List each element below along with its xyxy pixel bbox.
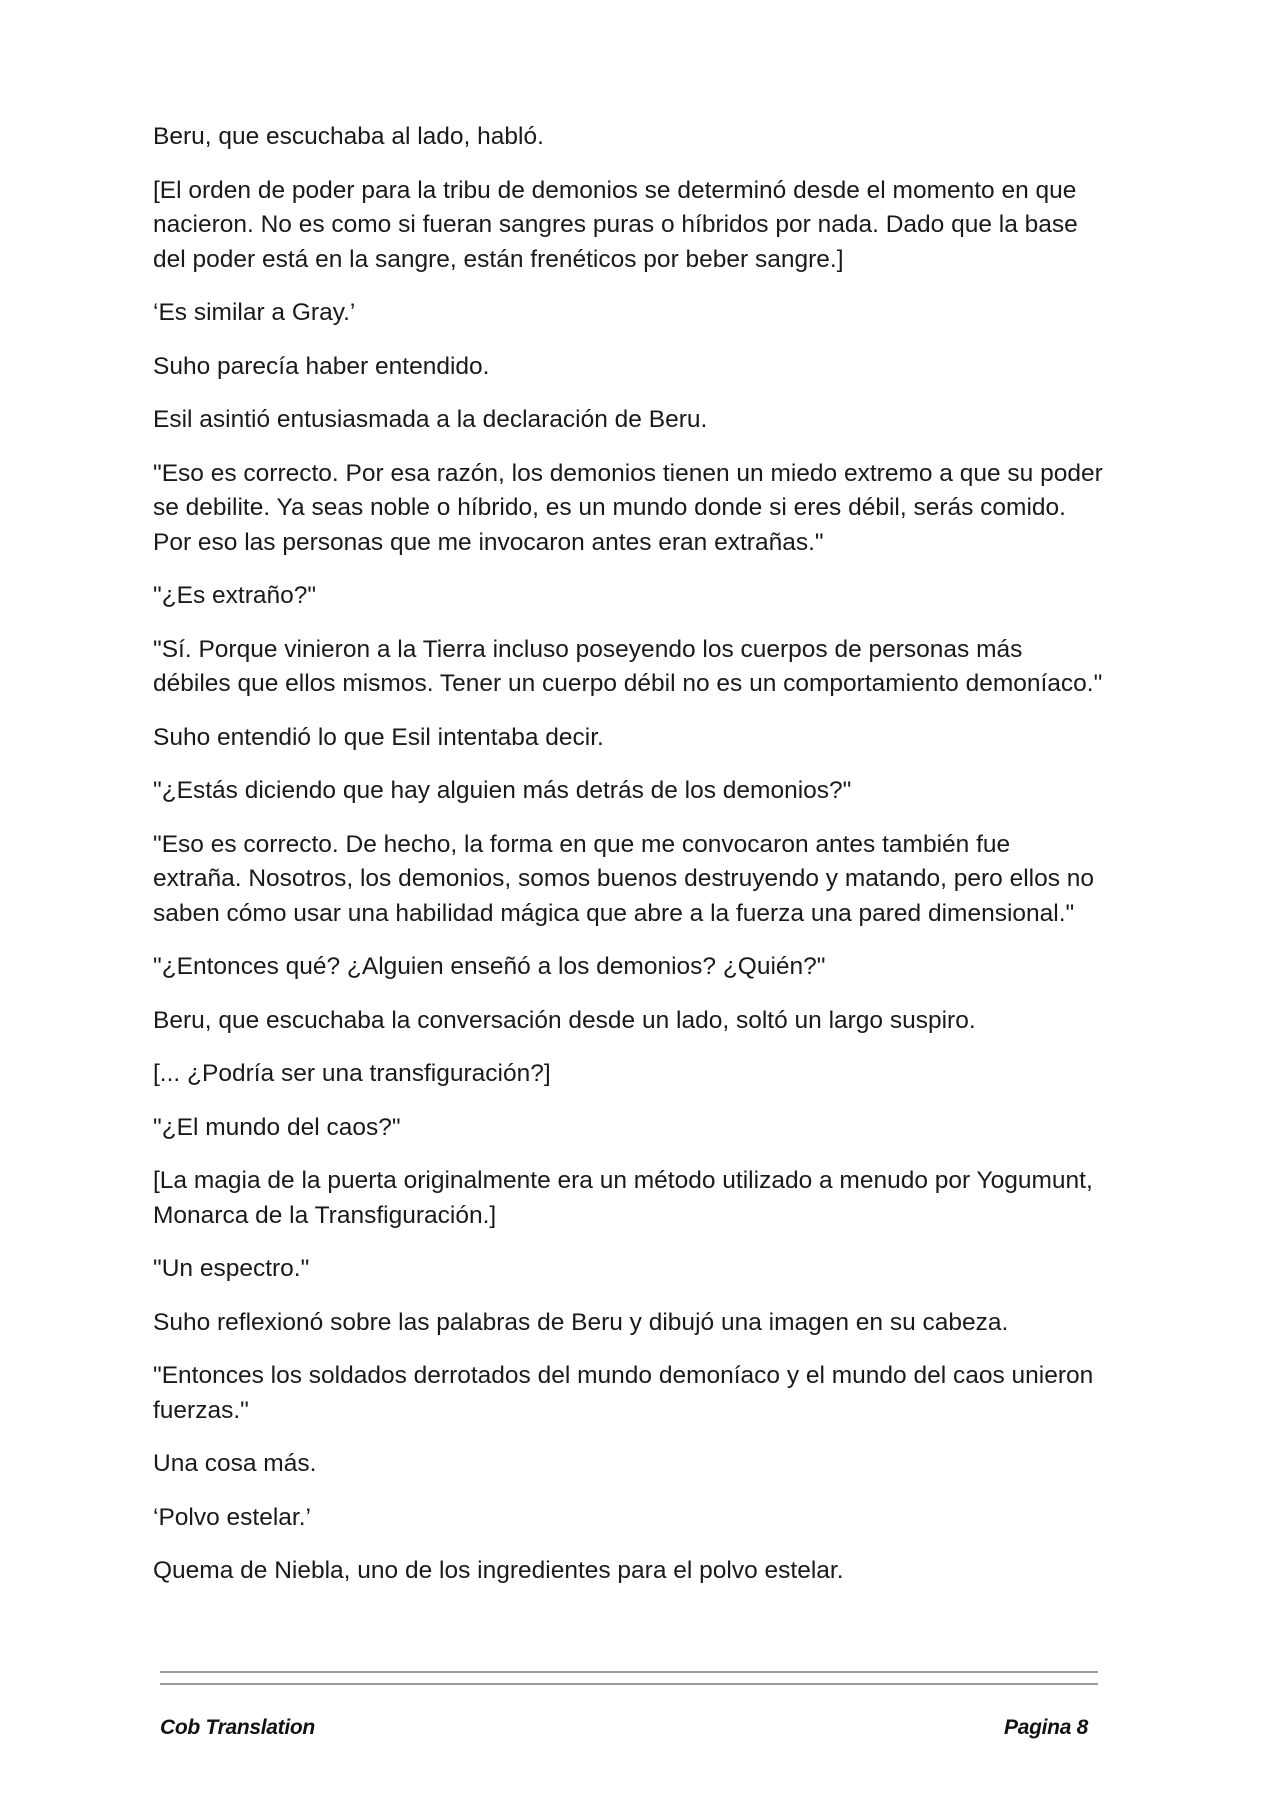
paragraph: Suho entendió lo que Esil intentaba decir. <box>153 723 604 751</box>
paragraph: "Sí. Porque vinieron a la Tierra incluso poseyendo los cuerpos de personas más débiles que ellos mismos. Tener un cuerpo débil no es un comportamiento demoníaco." <box>153 635 1103 697</box>
paragraph: "Eso es correcto. Por esa razón, los demonios tienen un miedo extremo a que su poder se debilite. Ya seas noble o híbrido, es un mundo donde si eres débil, serás comido. Por eso las personas que me invocaron antes eran extrañas." <box>153 459 1103 556</box>
paragraph: "¿Entonces qué? ¿Alguien enseñó a los demonios? ¿Quién?" <box>153 953 826 980</box>
paragraph: "Un espectro." <box>153 1255 310 1282</box>
paragraph: Esil asintió entusiasmada a la declaración de Beru. <box>153 406 708 433</box>
footer-page-number: Pagina 8 <box>1004 1716 1088 1739</box>
paragraph: "¿Es extraño?" <box>153 582 317 609</box>
paragraph: Quema de Niebla, uno de los ingredientes para el polvo estelar. <box>153 1557 844 1584</box>
paragraph: Una cosa más. <box>153 1450 317 1477</box>
body-text <box>153 120 1103 1608</box>
paragraph: [... ¿Podría ser una transfiguración?] <box>153 1060 551 1087</box>
paragraph: "¿El mundo del caos?" <box>153 1113 401 1141</box>
paragraph: "Entonces los soldados derrotados del mundo demoníaco y el mundo del caos unieron fuerzas." <box>153 1362 1094 1424</box>
footer-divider-bottom <box>160 1683 1098 1685</box>
footer-divider-top <box>160 1671 1098 1673</box>
paragraph: [El orden de poder para la tribu de demonios se determinó desde el momento en que nacieron. No es como si fueran sangres puras o híbridos por nada. Dado que la base del poder está en la sangre, están frenéticos por beber sangre.] <box>153 176 1078 273</box>
paragraph: [La magia de la puerta originalmente era un método utilizado a menudo por Yogumunt, Monarca de la Transfiguración.] <box>153 1167 1093 1229</box>
paragraph: Beru, que escuchaba al lado, habló. <box>153 123 544 150</box>
paragraph: "Eso es correcto. De hecho, la forma en que me convocaron antes también fue extraña. Nosotros, los demonios, somos buenos destruyendo y matando, pero ellos no saben cómo usar una habilidad mágica que abre a la fuerza una pared dimensional." <box>153 830 1095 927</box>
paragraph: Beru, que escuchaba la conversación desde un lado, soltó un largo suspiro. <box>153 1006 976 1034</box>
paragraph: ‘Es similar a Gray.’ <box>153 299 356 326</box>
paragraph: "¿Estás diciendo que hay alguien más detrás de los demonios?" <box>153 777 852 804</box>
paragraph: Suho reflexionó sobre las palabras de Beru y dibujó una imagen en su cabeza. <box>153 1308 1009 1336</box>
paragraph: Suho parecía haber entendido. <box>153 352 490 380</box>
footer-translator-credit: Cob Translation <box>160 1716 315 1739</box>
paragraph: ‘Polvo estelar.’ <box>153 1503 311 1531</box>
